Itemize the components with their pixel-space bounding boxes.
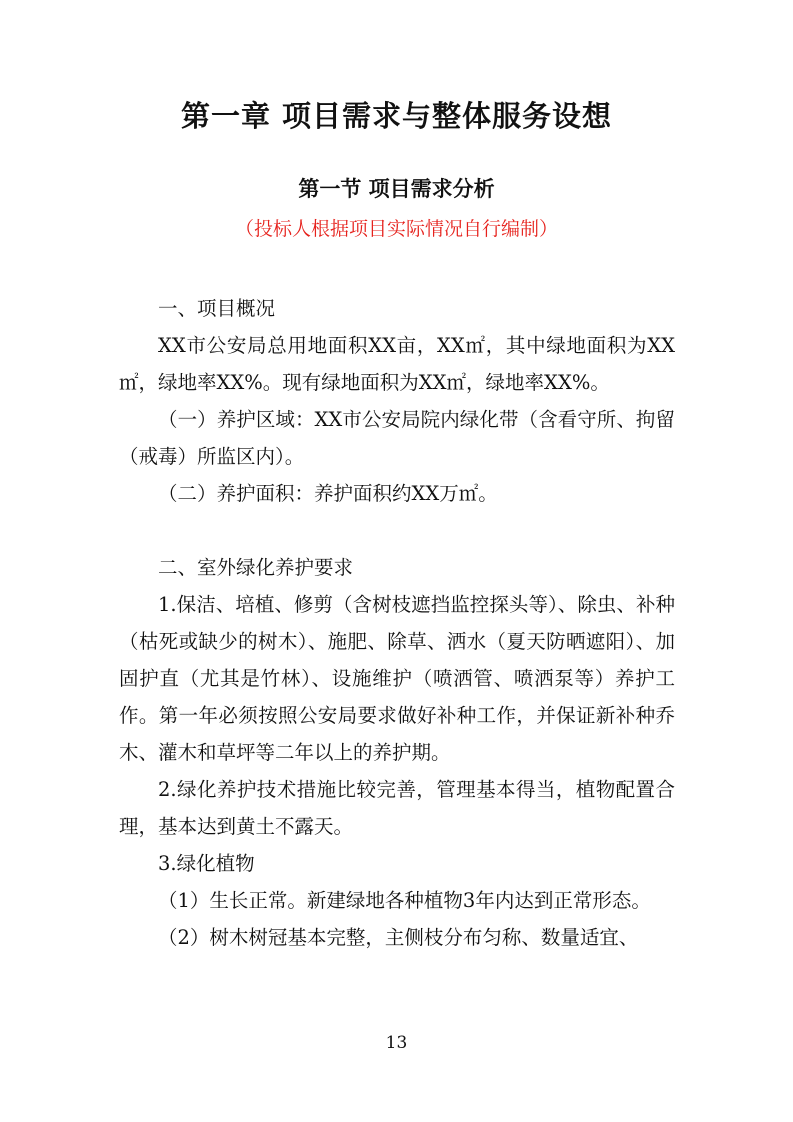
paragraph-maintenance-size: （二）养护面积：养护面积约XX万㎡。 — [158, 482, 498, 505]
paragraph-area-summary: XX市公安局总用地面积XX亩，XX㎡，其中绿地面积为XX㎡，绿地率XX%。现有绿地面积为XX㎡，绿地率XX%。 — [119, 334, 675, 394]
paragraph-requirement-2: 2.绿化养护技术措施比较完善，管理基本得当，植物配置合理，基本达到黄土不露天。 — [119, 778, 675, 838]
paragraph-maintenance-area: （一）养护区域：XX市公安局院内绿化带（含看守所、拘留（戒毒）所监区内）。 — [119, 408, 675, 468]
body-text — [119, 290, 675, 956]
heading-project-overview: 一、项目概况 — [158, 297, 276, 320]
section-note: （投标人根据项目实际情况自行编制） — [234, 218, 558, 240]
paragraph-requirement-1: 1.保洁、培植、修剪（含树枝遮挡监控探头等）、除虫、补种（枯死或缺少的树木）、施肥、除草、洒水（夏天防晒遮阳）、加固护直（尤其是竹林）、设施维护（喷洒管、喷洒泵等）养护工作。第一年必须按照公安局要求做好补种工作，并保证新补种乔木、灌木和草坪等二年以上的养护期。 — [119, 593, 675, 764]
chapter-title: 第一章 项目需求与整体服务设想 — [180, 99, 613, 133]
section-title: 第一节 项目需求分析 — [298, 177, 495, 201]
heading-green-plants: 3.绿化植物 — [158, 852, 255, 875]
paragraph-plants-2: （2）树木树冠基本完整，主侧枝分布匀称、数量适宜、 — [158, 926, 639, 949]
heading-outdoor-requirements: 二、室外绿化养护要求 — [158, 556, 354, 579]
paragraph-plants-1: （1）生长正常。新建绿地各种植物3年内达到正常形态。 — [158, 889, 651, 912]
page-number: 13 — [385, 1033, 408, 1053]
